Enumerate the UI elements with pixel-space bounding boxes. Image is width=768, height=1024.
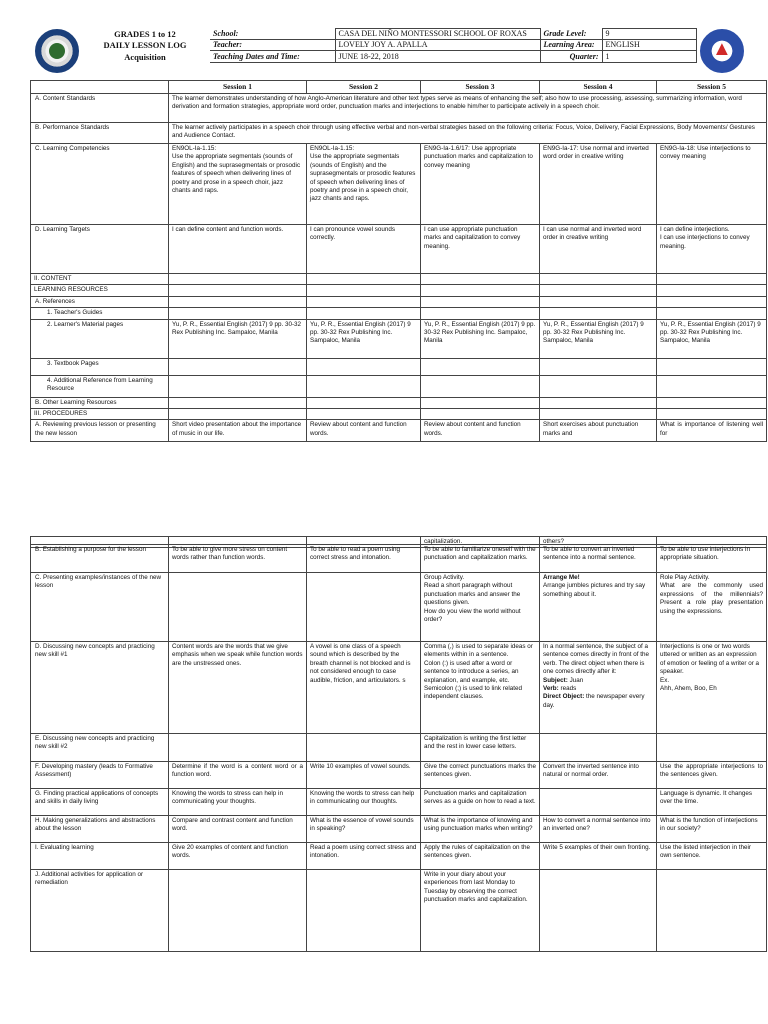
competency-cell: EN9G-Ia-18: Use interjections to convey meaning xyxy=(657,144,767,225)
procedure-cell: To be able to familiarize oneself with the punctuation and capitalization marks. xyxy=(421,545,540,573)
lesson-log-page-1 xyxy=(0,0,768,470)
row-label: E. Discussing new concepts and practicing new skill #2 xyxy=(31,734,169,762)
row-label: A. Reviewing previous lesson or presenting the new lesson xyxy=(31,420,169,442)
sentence-part-label: Verb: xyxy=(543,685,559,693)
competency-cell: EN9G-Ia-17: Use normal and inverted word order in creative writing xyxy=(540,144,657,225)
reference-cell: Yu, P. R., Essential English (2017) 9 pp. 30-32 Rex Publishing Inc. Sampaloc, Manila xyxy=(657,319,767,358)
procedure-cell: Group Activity. Read a short paragraph without punctuation marks and answer the questions given. How do you view the world without order? xyxy=(421,573,540,642)
purpose-row xyxy=(31,545,767,573)
teacher-label: Teacher: xyxy=(210,40,335,51)
school-value: CASA DEL NIÑO MONTESSORI SCHOOL OF ROXAS xyxy=(335,29,540,40)
target-cell: I can use normal and inverted word order in creative writing xyxy=(540,225,657,274)
procedure-cell: Convert the inverted sentence into natural or normal order. xyxy=(540,762,657,789)
row-label: G. Finding practical applications of concepts and skills in daily living xyxy=(31,789,169,816)
procedure-cell xyxy=(540,789,657,816)
competency-cell: EN9G-Ia-1.6/17: Use appropriate punctuation marks and capitalization to convey meaning xyxy=(421,144,540,225)
procedure-cell: Read a poem using correct stress and intonation. xyxy=(307,843,421,870)
teaching-dates-value: JUNE 18-22, 2018 xyxy=(335,51,540,63)
row-label: II. CONTENT xyxy=(31,274,169,285)
teacher-value: LOVELY JOY A. APALLA xyxy=(335,40,540,51)
procedure-cell: What is the essence of vowel sounds in speaking? xyxy=(307,816,421,843)
target-cell: I can pronounce vowel sounds correctly. xyxy=(307,225,421,274)
learning-area-label: Learning Area: xyxy=(540,40,602,51)
additional-activities-row xyxy=(31,870,767,952)
procedure-cell: Short exercises about punctuation marks and xyxy=(540,420,657,442)
row-label: 4. Additional Reference from Learning Resource xyxy=(31,375,169,397)
row-label: J. Additional activities for application or remediation xyxy=(31,870,169,952)
row-label: D. Discussing new concepts and practicing new skill #1 xyxy=(31,642,169,734)
generalizations-row xyxy=(31,816,767,843)
procedure-cell: What is the function of interjections in our society? xyxy=(657,816,767,843)
procedure-cell xyxy=(307,870,421,952)
procedure-cell: Write 5 examples of their own fronting. xyxy=(540,843,657,870)
sentence-part-label: Direct Object: xyxy=(543,693,585,701)
procedures-table xyxy=(30,544,767,952)
row-label: C. Learning Competencies xyxy=(31,144,169,225)
content-row xyxy=(31,274,767,285)
procedure-cell xyxy=(169,573,307,642)
reference-cell: Yu, P. R., Essential English (2017) 9 pp. 30-32 Rex Publishing Inc. Sampaloc, Manila xyxy=(421,319,540,358)
reference-cell: Yu, P. R., Essential English (2017) 9 pp. 30-32 Rex Publishing Inc. Sampaloc, Manila xyxy=(169,319,307,358)
procedure-cell xyxy=(307,734,421,762)
learning-competencies-row xyxy=(31,144,767,225)
row-label: D. Learning Targets xyxy=(31,225,169,274)
title-acquisition: Acquisition xyxy=(124,51,166,62)
practical-applications-row xyxy=(31,789,767,816)
procedures-row xyxy=(31,409,767,420)
row-label: B. Establishing a purpose for the lesson xyxy=(31,545,169,573)
textbook-pages-row xyxy=(31,358,767,375)
row-label: III. PROCEDURES xyxy=(31,409,169,420)
teaching-dates-label: Teaching Dates and Time: xyxy=(210,51,335,63)
procedure-cell: Arrange Me! Arrange jumbles pictures and try say something about it. xyxy=(540,573,657,642)
performance-standards-row xyxy=(31,123,767,144)
row-label: A. Content Standards xyxy=(31,94,169,123)
procedure-cell xyxy=(657,870,767,952)
carryover-cell: others? xyxy=(540,537,657,548)
row-label: H. Making generalizations and abstractions about the lesson xyxy=(31,816,169,843)
reviewing-row xyxy=(31,420,767,442)
header-table xyxy=(30,28,766,63)
procedure-cell: Role Play Activity. What are the commonly used expressions of the millennials? Present a role play presentation using the expressions. xyxy=(657,573,767,642)
grade-level-label: Grade Level: xyxy=(540,29,602,40)
quarter-label: Quarter: xyxy=(540,51,602,63)
competency-cell: EN9OL-Ia-1.15: Use the appropriate segmentals (sounds of English) and the suprasegmentals or prosodic features of speech when delivering lines of poetry and prose in a speech choir, jazz chants and raps. xyxy=(307,144,421,225)
procedure-cell: Interjections is one or two words uttered or written as an expression of emotion or feeling of a writer or a speaker. Ex. Ahh, Ahem, Boo, Eh xyxy=(657,642,767,734)
target-cell: I can define content and function words. xyxy=(169,225,307,274)
row-label: 3. Textbook Pages xyxy=(31,358,169,375)
row-label: I. Evaluating learning xyxy=(31,843,169,870)
other-resources-row xyxy=(31,397,767,408)
title-grades: GRADES 1 to 12 xyxy=(114,29,176,39)
performance-standards-text: The learner actively participates in a speech choir through using effective verbal and non-verbal strategies based on the following criteria: Focus, Voice, Delivery, Facial Expressions, Body Movements/ Gestures and Audience Contact. xyxy=(169,123,767,144)
developing-mastery-row xyxy=(31,762,767,789)
procedure-cell xyxy=(540,734,657,762)
discussing-skill-1-row xyxy=(31,642,767,734)
procedure-cell: Apply the rules of capitalization on the sentences given. xyxy=(421,843,540,870)
lesson-table-page-1 xyxy=(30,80,767,442)
procedure-cell: In a normal sentence, the subject of a sentence comes directly in front of the verb. The direct object when there is one comes directly after it: Subject: Juan Verb: reads Direct Object: the newspaper every day. xyxy=(540,642,657,734)
procedure-cell: Write 10 examples of vowel sounds. xyxy=(307,762,421,789)
row-label: 2. Learner's Material pages xyxy=(31,319,169,358)
procedure-cell: Short video presentation about the importance of music in our life. xyxy=(169,420,307,442)
row-label: LEARNING RESOURCES xyxy=(31,285,169,296)
session-header: Session 2 xyxy=(307,81,421,94)
procedure-cell: To be able to read a poem using correct stress and intonation. xyxy=(307,545,421,573)
carryover-cell: capitalization. xyxy=(421,537,540,548)
row-label: F. Developing mastery (leads to Formative Assessment) xyxy=(31,762,169,789)
additional-reference-row xyxy=(31,375,767,397)
procedure-cell: A vowel is one class of a speech sound which is described by the breath channel is not blocked and is not considered enough to case audible, friction, and articulators. s xyxy=(307,642,421,734)
procedure-cell: Knowing the words to stress can help in communicating your thoughts. xyxy=(169,789,307,816)
session-header: Session 1 xyxy=(169,81,307,94)
procedure-cell: Determine if the word is a content word or a function word. xyxy=(169,762,307,789)
procedure-cell: Review about content and function words. xyxy=(421,420,540,442)
title-daily-lesson-log: DAILY LESSON LOG xyxy=(103,40,187,50)
presenting-examples-row xyxy=(31,573,767,642)
procedure-cell: To be able to give more stress on content words rather than function words. xyxy=(169,545,307,573)
sentence-part-label: Subject: xyxy=(543,676,568,684)
grade-level-value: 9 xyxy=(602,29,696,40)
procedure-cell: Knowing the words to stress can help in communicating our thoughts. xyxy=(307,789,421,816)
session-header: Session 4 xyxy=(540,81,657,94)
content-standards-row xyxy=(31,94,767,123)
procedure-cell: How to convert a normal sentence into an inverted one? xyxy=(540,816,657,843)
target-cell: I can use appropriate punctuation marks and capitalization to convey meaning. xyxy=(421,225,540,274)
target-cell: I can define interjections. I can use interjections to convey meaning. xyxy=(657,225,767,274)
procedure-cell xyxy=(307,573,421,642)
school-label: School: xyxy=(210,29,335,40)
reference-cell: Yu, P. R., Essential English (2017) 9 pp. 30-32 Rex Publishing Inc. Sampaloc, Manila xyxy=(307,319,421,358)
procedure-cell: Language is dynamic. It changes over the time. xyxy=(657,789,767,816)
row-label: B. Other Learning Resources xyxy=(31,397,169,408)
learning-resources-row xyxy=(31,285,767,296)
procedure-cell: What is the importance of knowing and using punctuation marks when writing? xyxy=(421,816,540,843)
row-label: A. References xyxy=(31,296,169,307)
session-header: Session 3 xyxy=(421,81,540,94)
row-label: 1. Teacher's Guides xyxy=(31,308,169,319)
procedure-cell xyxy=(657,734,767,762)
session-header: Session 5 xyxy=(657,81,767,94)
procedure-cell: Use the listed interjection in their own sentence. xyxy=(657,843,767,870)
procedure-cell: Write in your diary about your experiences from last Monday to Tuesday by observing the correct punctuation marks and capitalization. xyxy=(421,870,540,952)
procedure-cell: Compare and contrast content and function word. xyxy=(169,816,307,843)
lesson-log-page-2 xyxy=(0,530,768,1024)
discussing-skill-2-row xyxy=(31,734,767,762)
learners-material-row xyxy=(31,319,767,358)
row-label: C. Presenting examples/instances of the new lesson xyxy=(31,573,169,642)
teachers-guides-row xyxy=(31,308,767,319)
row-label: B. Performance Standards xyxy=(31,123,169,144)
content-standards-text: The learner demonstrates understanding of how Anglo-American literature and other text types serve as means of enhancing the self; also how to use processing, assessing, summarizing information, word derivation and formation strategies, appropriate word order, punctuation marks and interjections to enable him/her to participate actively in a speech choir. xyxy=(169,94,767,123)
learning-area-value: ENGLISH xyxy=(602,40,696,51)
procedure-cell: Give the correct punctuations marks the sentences given. xyxy=(421,762,540,789)
procedure-cell xyxy=(540,870,657,952)
procedure-cell: Punctuation marks and capitalization serves as a guide on how to read a text. xyxy=(421,789,540,816)
reference-cell: Yu, P. R., Essential English (2017) 9 pp. 30-32 Rex Publishing Inc. Sampaloc, Manila xyxy=(540,319,657,358)
procedure-cell: Content words are the words that we give emphasis when we speak while function words are the unstressed ones. xyxy=(169,642,307,734)
activity-title: Arrange Me! xyxy=(543,574,580,581)
quarter-value: 1 xyxy=(602,51,696,63)
procedure-cell: Review about content and function words. xyxy=(307,420,421,442)
procedure-cell xyxy=(169,870,307,952)
evaluating-learning-row xyxy=(31,843,767,870)
competency-cell: EN9OL-Ia-1.15: Use the appropriate segmentals (sounds of English) and the suprasegmentals or prosodic features of speech when delivering lines of poetry and prose in a speech choir, jazz chants and raps. xyxy=(169,144,307,225)
procedure-cell: Capitalization is writing the first letter and the rest in lower case letters. xyxy=(421,734,540,762)
references-row xyxy=(31,296,767,307)
learning-targets-row xyxy=(31,225,767,274)
procedure-cell: Give 20 examples of content and function words. xyxy=(169,843,307,870)
procedure-cell xyxy=(169,734,307,762)
procedure-cell: What is importance of listening well for xyxy=(657,420,767,442)
session-header-row xyxy=(31,81,767,94)
procedure-cell: To be able to use interjections in appropriate situation. xyxy=(657,545,767,573)
procedure-cell: Comma (,) is used to separate ideas or elements within in a sentence. Colon (:) is used after a word or sentence to introduce a series, an explanation, and example, etc. Semicolon (;) is used to link related independent clauses. xyxy=(421,642,540,734)
procedure-cell: Use the appropriate interjections to the sentences given. xyxy=(657,762,767,789)
procedure-cell: To be able to convert an inverted sentence into a normal sentence. xyxy=(540,545,657,573)
